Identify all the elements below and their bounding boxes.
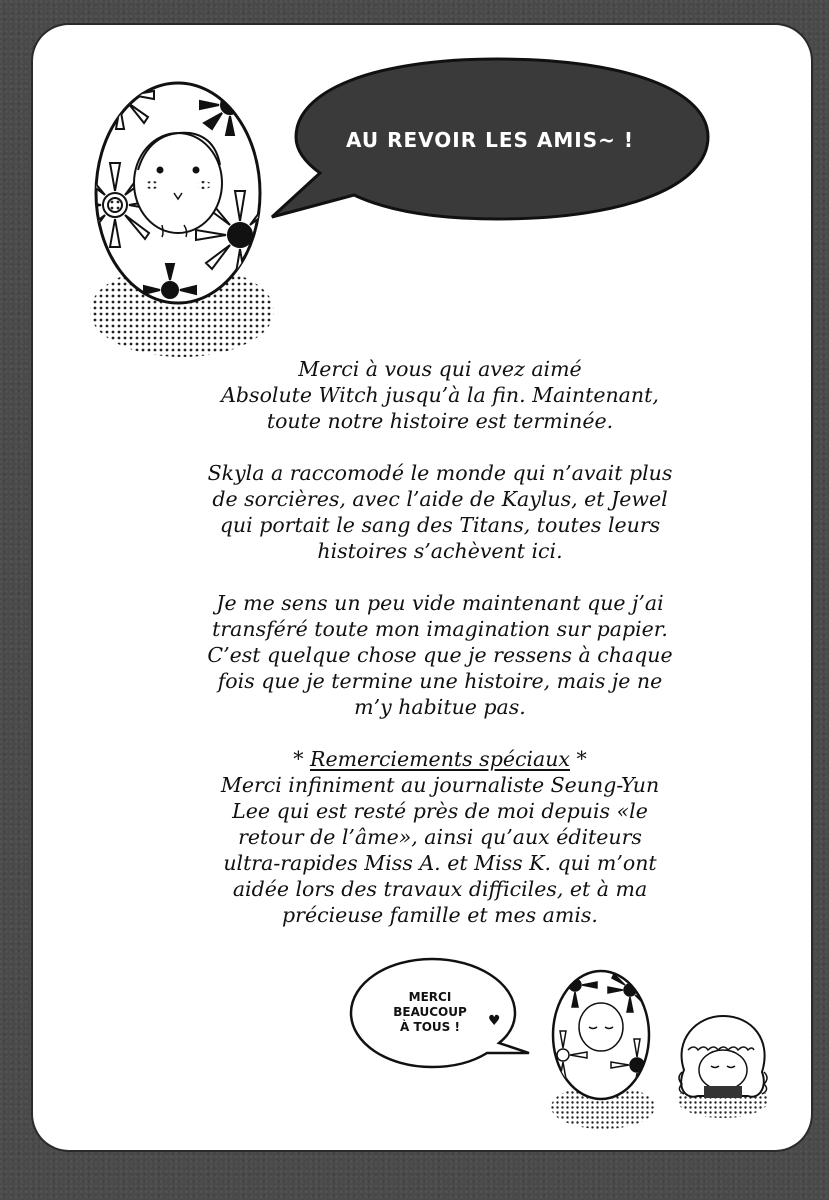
text-line: m’y habitue pas. xyxy=(354,695,526,719)
small-daisy-egg-doll-icon xyxy=(545,965,665,1135)
paragraph-1 xyxy=(160,356,720,434)
thanks-heading-label: Remerciements spéciaux xyxy=(310,747,570,771)
thanks-section xyxy=(160,746,720,928)
text-line: Skyla a raccomodé le monde qui n’avait plus xyxy=(207,461,673,485)
curly-hair-girl-icon xyxy=(668,1010,778,1120)
text-line: fois que je termine une histoire, mais je ne xyxy=(217,669,663,693)
speech-small-line: MERCI xyxy=(408,990,452,1004)
text-line: toute notre histoire est terminée. xyxy=(266,409,614,433)
speech-small-line: À TOUS ! xyxy=(400,1020,460,1034)
heart-icon: ♥ xyxy=(488,1013,501,1029)
text-line: histoires s’achèvent ici. xyxy=(317,539,563,563)
thanks-heading xyxy=(293,747,587,771)
text-line: qui portait le sang des Titans, toutes leurs xyxy=(219,513,661,537)
text-line: Merci à vous qui avez aimé xyxy=(298,357,582,381)
text-line: Merci infiniment au journaliste Seung-Yun xyxy=(220,773,660,797)
speech-small-text xyxy=(385,990,475,1035)
afterword-text xyxy=(160,356,720,928)
paragraph-3 xyxy=(160,590,720,720)
star-right: * xyxy=(576,747,587,771)
speech-top-text: AU REVOIR LES AMIS~ ! xyxy=(346,128,634,152)
text-line: de sorcières, avec l’aide de Kaylus, et Jewel xyxy=(212,487,668,511)
speech-small-line: BEAUCOUP xyxy=(393,1005,467,1019)
paragraph-2 xyxy=(160,460,720,564)
text-line: ultra-rapides Miss A. et Miss K. qui m’ont xyxy=(223,851,657,875)
text-line: Je me sens un peu vide maintenant que j’ai xyxy=(216,591,664,615)
text-line: aidée lors des travaux difficiles, et à ma xyxy=(232,877,648,901)
text-line: Lee qui est resté près de moi depuis «le xyxy=(232,799,648,823)
star-left: * xyxy=(293,747,304,771)
text-line: C’est quelque chose que je ressens à chaque xyxy=(207,643,673,667)
text-line: précieuse famille et mes amis. xyxy=(282,903,598,927)
text-line: transféré toute mon imagination sur papier. xyxy=(212,617,668,641)
text-line: retour de l’âme», ainsi qu’aux éditeurs xyxy=(238,825,642,849)
daisy-egg-doll-icon xyxy=(80,65,280,365)
text-line: Absolute Witch jusqu’à la fin. Maintenant, xyxy=(221,383,659,407)
